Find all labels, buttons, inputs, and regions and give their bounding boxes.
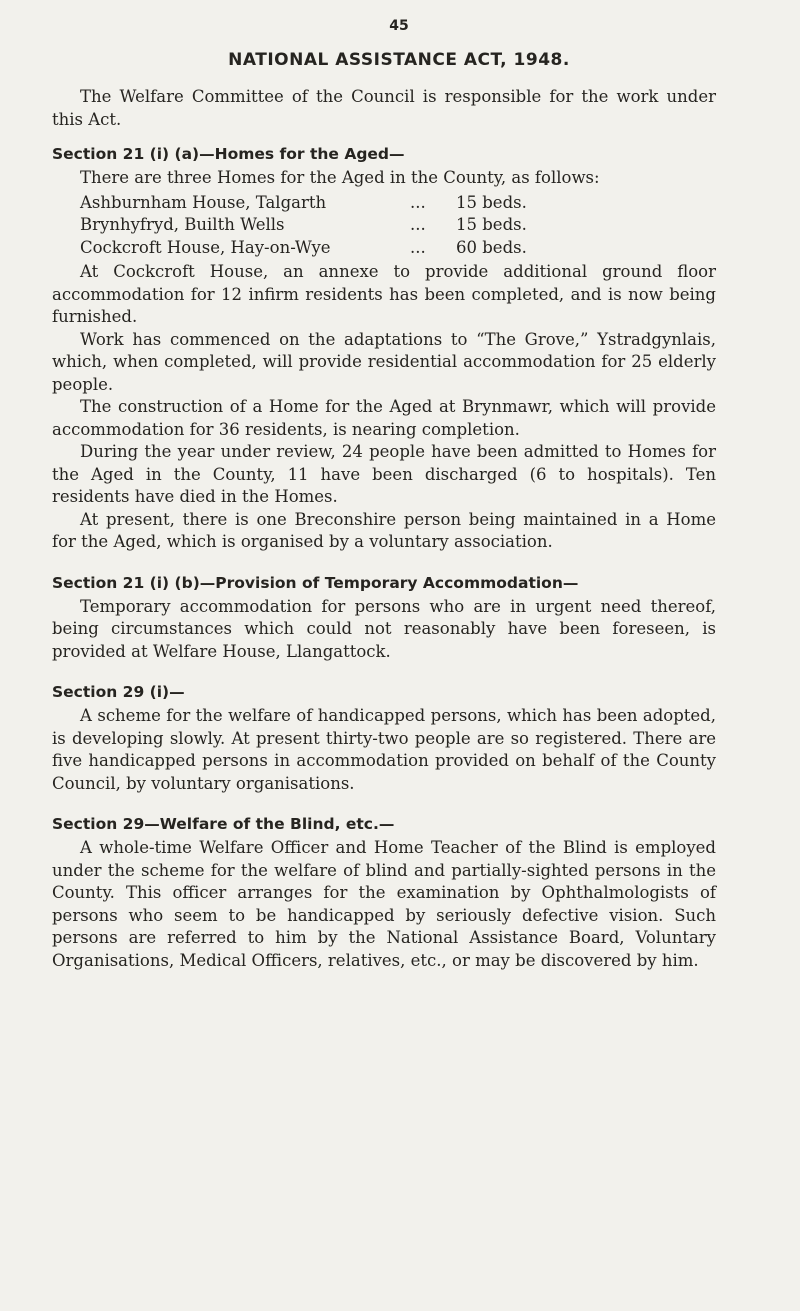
home-beds: 15 beds. <box>456 192 527 212</box>
dot-leader: ... <box>410 237 426 257</box>
section-heading-homes-for-aged: Section 21 (i) (a)—Homes for the Aged— <box>52 145 405 163</box>
section-heading-temporary-accommodation: Section 21 (i) (b)—Provision of Temporary Accommodation— <box>52 573 579 592</box>
dot-leader: ... <box>410 215 426 234</box>
body-paragraph: A whole-time Welfare Officer and Home Teacher of the Blind is employed under the scheme for the welfare of blind and partially-sighted persons in the County. This officer arranges for the examination by Ophthalmologists of persons who seem to be handicapped by seriously defective vision. Such persons are referred to him by the National Assistance Board, Voluntary Organisations, Medical Officers, relatives, etc., or may be discovered by him. <box>52 838 716 970</box>
body-paragraph: The construction of a Home for the Aged at Brynmawr, which will provide accommodation for 36 residents, is nearing completion. <box>52 397 716 439</box>
body-paragraph: At present, there is one Breconshire person being maintained in a Home for the Aged, which is organised by a voluntary association. <box>52 509 716 551</box>
home-beds: 15 beds. <box>456 215 527 234</box>
body-paragraph: A scheme for the welfare of handicapped persons, which has been adopted, is developing slowly. At present thirty-two people are so registered. There are five handicapped persons in accommodation provided on behalf of the County Council, by voluntary organisations. <box>52 706 716 793</box>
dot-leader: ... <box>410 192 426 212</box>
home-name: Ashburnham House, Talgarth <box>80 192 327 212</box>
home-name: Cockcroft House, Hay-on-Wye <box>80 237 331 257</box>
list-item <box>80 192 716 215</box>
body-paragraph: During the year under review, 24 people have been admitted to Homes for the Aged in the County, 11 have been discharged (6 to hospitals). Ten residents have died in the Homes. <box>52 442 716 506</box>
list-item <box>80 237 716 260</box>
list-item <box>80 214 716 237</box>
homes-lead-paragraph: There are three Homes for the Aged in the County, as follows: <box>80 168 600 187</box>
body-paragraph: Temporary accommodation for persons who are in urgent need thereof, being circumstances which could not reasonably have been foreseen, is provided at Welfare House, Llangattock. <box>52 596 716 661</box>
body-paragraph: At Cockcroft House, an annexe to provide additional ground floor accommodation for 12 infirm residents has been completed, and is now being furnished. <box>52 262 716 326</box>
section-heading-welfare-of-blind: Section 29—Welfare of the Blind, etc.— <box>52 815 395 833</box>
page-title: NATIONAL ASSISTANCE ACT, 1948. <box>228 50 570 70</box>
home-name: Brynhyfryd, Builth Wells <box>80 215 285 234</box>
home-beds: 60 beds. <box>456 237 527 257</box>
homes-list <box>52 192 716 260</box>
section-heading-handicapped-persons: Section 29 (i)— <box>52 683 185 701</box>
intro-paragraph: The Welfare Committee of the Council is responsible for the work under this Act. <box>52 87 716 129</box>
page-number: 45 <box>389 18 409 34</box>
body-paragraph: Work has commenced on the adaptations to “The Grove,” Ystradgynlais, which, when completed, will provide residential accommodation for 25 elderly people. <box>52 329 716 394</box>
